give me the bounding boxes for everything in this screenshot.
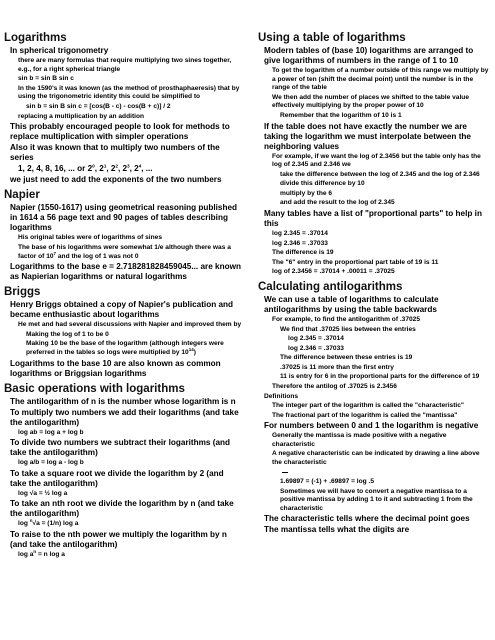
section-title-briggs: Briggs [4,286,41,299]
making-base-text: Making 10 be the base of the logarithm (although integers were preferred in the tables so logs were multiplied by 10 [26,340,224,356]
formula-sin-b-full: sin b = sin B sin c = [cos(B - c) - cos(B + c)] / 2 [26,103,171,111]
bullet-more-than: .37025 is 11 more than the first entry [280,363,394,371]
bullet-generally: Generally the mantissa is made positive with a negative characteristic [272,432,447,448]
log-pow-sup: n [33,548,37,554]
formula-log-2345: log 2.345 = .37014 [272,229,328,237]
bullet-mant-tells: The mantissa tells what the digits are [264,525,410,535]
bullet-there-many: there are many formulas that require multiplying two sines together, e.g., for a right spherical triangle [18,57,232,73]
overline-mark [258,468,491,477]
bullet-if-table: If the table does not have exactly the number we are taking the logarithm we must interpolate between the neighboring values [264,121,471,151]
bullet-log-base-e: Logarithms to the base e = 2.718281828459045... are known as Napierian logarithms or natural logarithms [10,262,241,282]
bullet-for-nums: For numbers between 0 and 1 the logarithm is negative [264,421,479,431]
making-base-exp: 14 [188,346,194,352]
bullet-therefore: Therefore the antilog of .37025 is 2.3456 [272,382,397,390]
bullet-his-original: His original tables were of logarithms of sines [18,234,162,242]
bullet-the-6: The "6" entry in the proportional part table of 19 is 11 [272,258,439,266]
bullet-to-get: To get the logarithm of a number outside of this range we multiply by a power of ten (shift the decimal point) until the number is in the range of the table [272,67,489,92]
bullet-1590: In the 1590's it was known (as the method of prosthaphaeresis) that by using the trigonometric identity this could be simplified to [18,84,240,101]
bullet-int-part: The integer part of the logarithm is called the "characteristic" [272,402,465,410]
bullet-neg-char: A negative characteristic can be indicated by drawing a line above the characteristic [272,450,480,466]
bullet-encouraged: This probably encouraged people to look for methods to replace multiplication with simpler operations [10,122,230,142]
base-of-tail: and the log of 1 was not 0 [56,252,139,260]
bullet-to-nth: To take an nth root we divide the logarithm by n (and take the antilogarithm) [10,499,234,519]
bullet-diff-19: The difference is 19 [272,249,334,257]
bullet-we-then: We then add the number of places we shifted to the table value effectively multiplying by the proper power of 10 [272,93,469,110]
formula-log-pow [4,548,242,560]
bullet-entry-6: 11 is entry for 6 in the proportional parts for the difference of 19 [280,373,480,381]
bullet-modern: Modern tables of (base 10) logarithms are arranged to give logarithms of numbers in the range of 1 to 10 [264,46,474,66]
bullet-also-known: Also it was known that to multiply two numbers of the series [10,143,220,163]
bullet-sometimes: Sometimes we will have to convert a negative mantissa to a positive mantissa by adding 1 to it and subtracting 1 from the characteristic [280,487,473,512]
bullet-briggs-desc: Henry Briggs obtained a copy of Napier's publication and became enthusiastic about logarithms [10,300,234,320]
bullet-making-log1: Making the log of 1 to be 0 [26,330,109,338]
formula-log-23456: log of 2.3456 = .37014 + .00011 = .37025 [272,268,395,276]
bullet-many-tables: Many tables have a list of "proportional parts" to help in this [264,208,482,228]
bullet-we-can: We can use a table of logarithms to calculate antilogarithms by using the table backwards [264,295,439,314]
right-column [258,28,491,536]
series-exp-2: 2 [115,163,118,169]
formula-neg-char: 1.69897 = (-1) + .69897 = log .5 [280,478,375,485]
log-nth-pre: log [18,520,30,528]
log-nth-post: √a = (1/n) log a [32,520,79,528]
bullet-for-ex2: For example, to find the antilogarithm of .37025 [272,316,421,323]
bullet-to-multiply: To multiply two numbers we add their logarithms (and take the antilogarithm) [10,407,239,427]
bullet-we-find: We find that .37025 lies between the entries [280,325,416,333]
formula-entry-1: log 2.345 = .37014 [288,335,344,343]
bullet-remember: Remember that the logarithm of 10 is 1 [280,112,402,120]
section-title-antilog: Calculating antilogarithms [258,280,403,293]
left-column [4,28,242,561]
bullet-antilog: The antilogarithm of n is the number whose logarithm is n [10,396,236,406]
bullet-to-divide: To divide two numbers we subtract their logarithms (and take the antilogarithm) [10,438,231,458]
bullet-making-base [4,340,242,357]
bullet-spherical: In spherical trigonometry [10,46,109,56]
bullet-frac-part: The fractional part of the logarithm is called the "mantissa" [272,411,458,419]
series-exp-0: 0 [92,163,95,169]
bullet-take-diff: take the difference between the log of 2.345 and the log of 2.346 [280,170,480,178]
log-pow-post: = n log a [36,551,65,558]
bullet-napier-desc: Napier (1550-1617) using geometrical reasoning published in 1614 a 56 page text and 90 pages of tables describing logarithms [10,203,238,233]
bullet-log-base-10: Logarithms to the base 10 are also known as common logarithms or Briggsian logarithms [10,358,221,378]
bullet-char-tells: The characteristic tells where the decimal point goes [264,514,470,524]
bullet-diff-is: The difference between these entries is 19 [280,354,413,362]
base-of-exp: 7 [53,250,57,256]
section-title-napier: Napier [4,189,40,202]
bullet-he-met: He met and had several discussions with Napier and improved them by [18,321,242,329]
base-of-text: The base of his logarithms were somewhat 1/e although there was a factor of 10 [18,243,231,260]
bullet-multiply-6: multiply by the 6 [280,189,333,197]
bullet-and-add: and add the result to the log of 2.345 [280,199,395,207]
section-title-basic: Basic operations with logarithms [4,382,185,395]
formula-log-2346: log 2.346 = .37033 [272,239,328,247]
section-title-logarithms: Logarithms [4,32,67,44]
formula-log-nth [4,520,242,529]
bullet-we-just: we just need to add the exponents of the two numbers [10,175,222,185]
series-exp-4: 4 [138,163,142,169]
bullet-base-of [4,244,242,261]
formula-log-a-b: log a/b = log a - log b [18,459,84,467]
formula-log-ab: log ab = log a + log b [18,428,84,436]
series-exp-3: 3 [127,163,130,169]
log-nth-sup: n [29,518,33,524]
bullet-divide-diff: divide this difference by 10 [280,180,365,188]
formula-sin-b: sin b = sin B sin c [18,75,74,83]
formula-log-sqrt: log √a = ½ log a [18,489,68,497]
bullet-replacing: replacing a multiplication by an addition [18,112,145,120]
overline-bar [282,472,288,473]
log-pow-pre: log a [18,551,34,558]
bullet-to-sqrt: To take a square root we divide the logarithm by 2 (and take the antilogarithm) [10,468,224,488]
series-text: 1, 2, 4, 8, 16, ... or 2 [18,164,93,174]
bullet-definitions: Definitions [264,392,299,400]
bullet-for-example: For example, if we want the log of 2.3456 but the table only has the log of 2.345 and 2.346 we [272,152,481,169]
bullet-to-raise: To raise to the nth power we multiply the logarithm by n (and take the antilogarithm) [10,530,227,549]
formula-entry-2: log 2.346 = .37033 [288,344,344,352]
making-base-tail: ) [193,348,196,356]
section-title-using-table: Using a table of logarithms [258,32,406,44]
series-line: 1, 2, 4, 8, 16, ... or $2^0$, $2^1$, $2^2$, $2^3$, $2^4$, ... [18,163,153,174]
series-exp-1: 1 [103,163,107,169]
